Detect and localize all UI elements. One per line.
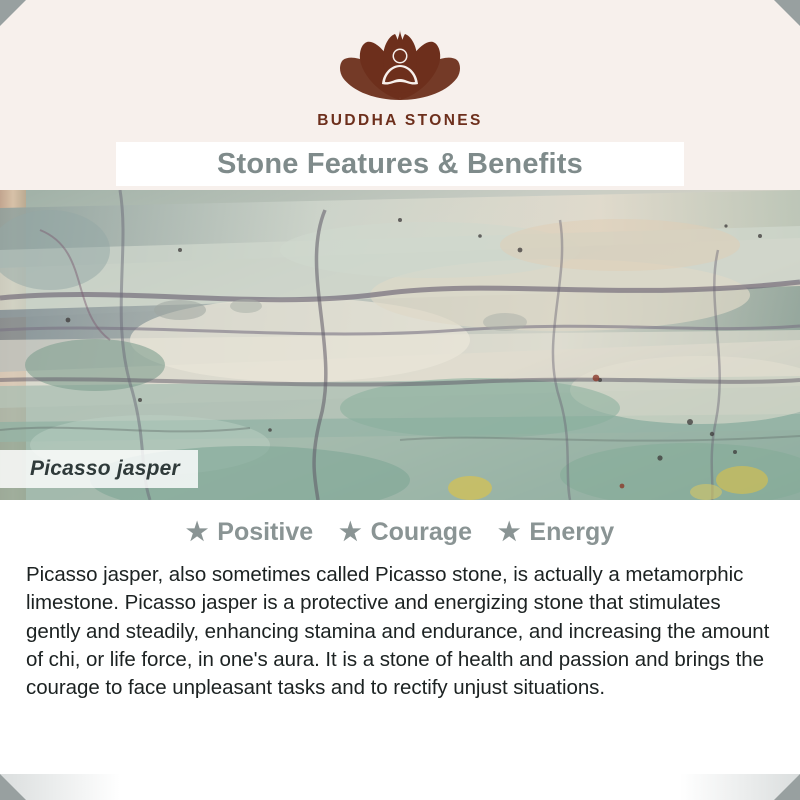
corner-decoration-bottom-left	[0, 774, 26, 800]
star-icon: ★	[497, 518, 521, 546]
corner-decoration-top-right	[774, 0, 800, 26]
corner-decoration-top-left	[0, 0, 26, 26]
header	[0, 0, 800, 190]
corner-decoration-bottom-right	[774, 774, 800, 800]
section-title-bar	[116, 142, 684, 186]
keyword-item	[186, 518, 313, 547]
page-title: Stone Features & Benefits	[217, 147, 583, 180]
star-icon: ★	[185, 518, 209, 546]
keyword-list	[26, 518, 774, 547]
keyword-label: Energy	[529, 518, 615, 546]
keyword-label: Courage	[370, 518, 472, 546]
brand-logo	[0, 16, 800, 130]
keyword-item	[339, 518, 472, 547]
lotus-meditation-figure-icon	[325, 16, 475, 108]
brand-name: BUDDHA STONES	[317, 112, 483, 129]
star-icon: ★	[339, 518, 362, 546]
content-section	[0, 500, 800, 800]
stone-image	[0, 190, 800, 500]
stone-name-caption: Picasso jasper	[0, 450, 198, 488]
keyword-label: Positive	[217, 518, 314, 546]
keyword-item	[498, 518, 614, 547]
stone-description: Picasso jasper, also sometimes called Picasso stone, is actually a metamorphic limestone. Picasso jasper is a protective and energizing stone that stimulates gently and steadily, enhancing stamina and endurance, and increasing the amount of chi, or life force, in one's aura. It is a stone of health and passion and brings the courage to face unpleasant tasks and to rectify unjust situations.	[26, 563, 770, 700]
